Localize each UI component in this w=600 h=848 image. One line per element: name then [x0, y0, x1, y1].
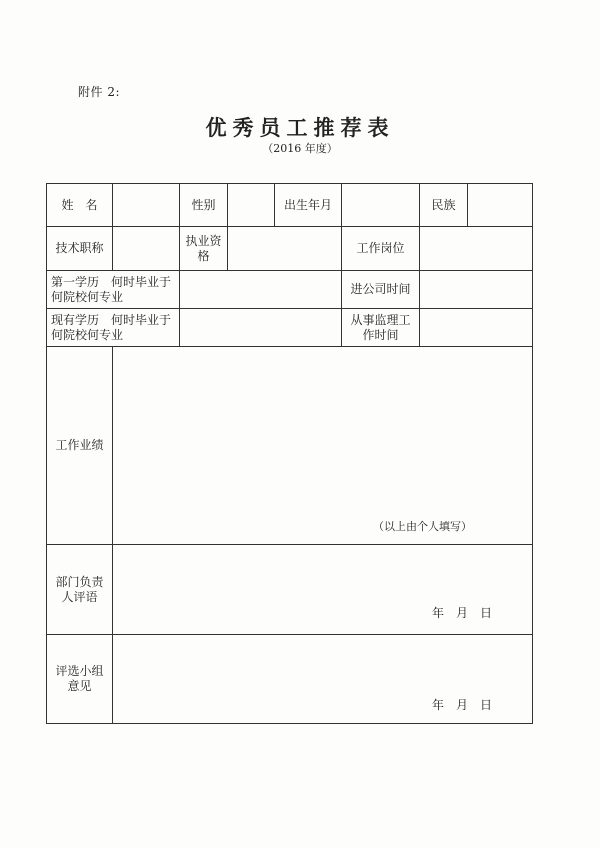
performance-label: 工作业绩 — [47, 347, 113, 545]
ethnicity-label: 民族 — [420, 184, 468, 227]
row-first-education — [47, 271, 533, 309]
dept-comment-label: 部门负责人评语 — [47, 545, 113, 635]
join-date-label: 进公司时间 — [342, 271, 420, 309]
supervision-field[interactable] — [420, 309, 533, 347]
attachment-label: 附件 2: — [78, 85, 120, 99]
current-edu-label: 现有学历 何时毕业于何院校何专业 — [47, 309, 180, 347]
panel-date: 年 月 日 — [431, 698, 492, 712]
first-edu-label: 第一学历 何时毕业于何院校何专业 — [47, 271, 180, 309]
ethnicity-field[interactable] — [468, 184, 533, 227]
supervision-label: 从事监理工作时间 — [342, 309, 420, 347]
position-label: 工作岗位 — [342, 227, 420, 271]
current-edu-field[interactable] — [180, 309, 342, 347]
performance-field[interactable] — [113, 347, 533, 545]
row-performance — [47, 347, 533, 545]
self-fill-note: （以上由个人填写） — [373, 520, 472, 533]
row-dept-comment — [47, 545, 533, 635]
row-current-education — [47, 309, 533, 347]
dept-comment-field[interactable] — [113, 545, 533, 635]
name-label: 姓 名 — [47, 184, 113, 227]
row-basic-info — [47, 184, 533, 227]
panel-opinion-field[interactable] — [113, 635, 533, 724]
qualification-label: 执业资格 — [180, 227, 228, 271]
dept-date: 年 月 日 — [431, 606, 492, 620]
qualification-field[interactable] — [228, 227, 342, 271]
birth-field[interactable] — [342, 184, 420, 227]
first-edu-field[interactable] — [180, 271, 342, 309]
row-panel-opinion — [47, 635, 533, 724]
tech-title-label: 技术职称 — [47, 227, 113, 271]
gender-label: 性别 — [180, 184, 228, 227]
birth-label: 出生年月 — [275, 184, 342, 227]
position-field[interactable] — [420, 227, 533, 271]
tech-title-field[interactable] — [113, 227, 180, 271]
gender-field[interactable] — [228, 184, 275, 227]
panel-opinion-label: 评选小组意见 — [47, 635, 113, 724]
recommendation-table — [46, 183, 533, 724]
join-date-field[interactable] — [420, 271, 533, 309]
row-title-qualification — [47, 227, 533, 271]
form-title: 优秀员工推荐表 — [205, 115, 395, 140]
name-field[interactable] — [113, 184, 180, 227]
form-subtitle: （2016 年度） — [262, 142, 338, 155]
